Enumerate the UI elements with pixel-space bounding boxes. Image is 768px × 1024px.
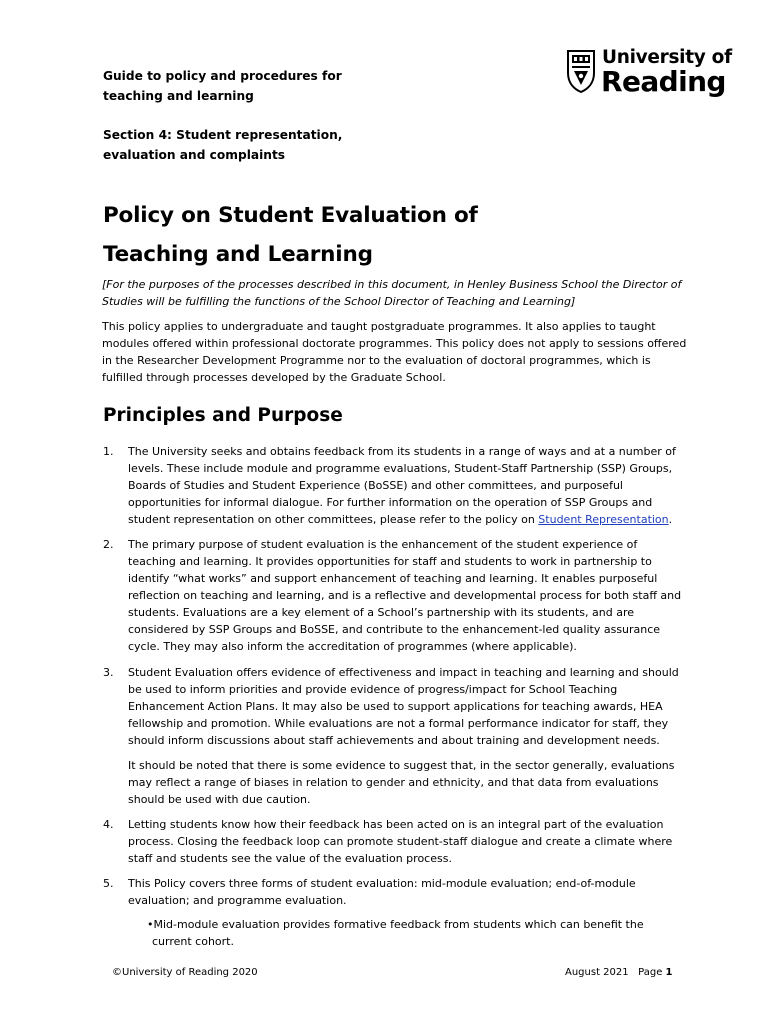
- bullet-line: •Mid-module evaluation provides formative feedback from students which can benefit the: [147, 918, 644, 931]
- student-representation-link[interactable]: Student Representation: [538, 513, 669, 526]
- footer-date: August 2021 Page: [565, 967, 666, 978]
- item-line: levels. These include module and programme evaluations, Student-Staff Partnership (SSP) Groups,: [128, 462, 673, 475]
- bullet-line: current cohort.: [152, 935, 234, 948]
- policy-title: [103, 196, 663, 274]
- bullet-mid-module: [147, 916, 727, 950]
- para-line: It should be noted that there is some evidence to suggest that, in the sector generally, evaluations: [128, 759, 675, 772]
- section-title-line-1: Section 4: Student representation,: [103, 128, 343, 142]
- intro-line: modules offered within professional doctorate programmes. This policy does not apply to sessions offered: [102, 337, 687, 350]
- item-number: 2.: [103, 538, 114, 551]
- item-line-prefix: student representation on other committees, please refer to the policy on: [128, 513, 539, 526]
- page-number: 1: [665, 967, 673, 978]
- item-line: cycle. They may also inform the accreditation of programmes (where applicable).: [128, 640, 577, 653]
- henley-note: [102, 276, 722, 310]
- item-line: teaching and learning. It provides opportunities for staff and students to work in partnership to: [128, 555, 652, 568]
- item-line: considered by SSP Groups and BoSSE, and contribute to the enhancement-led quality assurance: [128, 623, 661, 636]
- item-line: Boards of Studies and Student Experience (BoSSE) and other committees, and purposeful: [128, 479, 623, 492]
- item-line: students. Evaluations are a key element of a School’s partnership with its students, and are: [128, 606, 634, 619]
- note-line: [For the purposes of the processes described in this document, in Henley Business School the Director of: [102, 278, 682, 291]
- item-line: opportunities for informal dialogue. For further information on the operation of SSP Groups and: [128, 496, 653, 509]
- university-logo: [566, 47, 732, 99]
- section-heading: Principles and Purpose: [103, 405, 343, 426]
- section-header: [103, 125, 523, 165]
- item-line: should inform discussions about staff achievements and about training and development needs.: [128, 734, 660, 747]
- item-line: Student Evaluation offers evidence of effectiveness and impact in teaching and learning and should: [128, 666, 679, 679]
- item-line: identify “what works” and support enhancement of teaching and learning. It enables purposeful: [128, 572, 658, 585]
- item-number: 5.: [103, 877, 114, 890]
- item-number: 3.: [103, 666, 114, 679]
- item-line: process. Closing the feedback loop can promote student-staff dialogue and create a climate where: [128, 835, 673, 848]
- guide-title-line-2: teaching and learning: [103, 89, 254, 103]
- footer-copyright: ©University of Reading 2020: [112, 967, 258, 978]
- guide-header: [103, 66, 523, 106]
- item-line: This Policy covers three forms of student evaluation: mid-module evaluation; end-of-module: [128, 877, 636, 890]
- policy-title-line-2: Teaching and Learning: [103, 242, 373, 267]
- item-line: reflection on teaching and learning, and is a reflective and developmental process for both staff and: [128, 589, 682, 602]
- logo-text-reading: Reading: [601, 65, 726, 98]
- item-line: Enhancement Action Plans. It may also be used to support applications for teaching awards, HEA: [128, 700, 663, 713]
- para-line: may reflect a range of biases in relation to gender and ethnicity, and that data from evaluations: [128, 776, 659, 789]
- intro-line: in the Researcher Development Programme nor to the evaluation of doctoral programmes, which is: [102, 354, 651, 367]
- item-line: fellowship and promotion. While evaluations are not a formal performance indicator for staff, they: [128, 717, 669, 730]
- bias-caution-paragraph: [128, 757, 728, 808]
- item-line: Letting students know how their feedback has been acted on is an integral part of the evaluation: [128, 818, 664, 831]
- intro-line: fulfilled through processes developed by the Graduate School.: [102, 371, 446, 384]
- item-line: be used to inform priorities and provide evidence of progress/impact for School Teaching: [128, 683, 618, 696]
- item-line-suffix: .: [668, 513, 673, 526]
- item-line-with-link: [128, 511, 676, 528]
- guide-title-line-1: Guide to policy and procedures for: [103, 69, 342, 83]
- item-line: staff and students see the value of the evaluation process.: [128, 852, 452, 865]
- item-number: 4.: [103, 818, 114, 831]
- item-line: The University seeks and obtains feedback from its students in a range of ways and at a number of: [128, 445, 676, 458]
- policy-title-line-1: Policy on Student Evaluation of: [103, 203, 478, 228]
- intro-line: This policy applies to undergraduate and taught postgraduate programmes. It also applies to taught: [102, 320, 656, 333]
- footer-date-page: [565, 966, 673, 980]
- item-line: The primary purpose of student evaluation is the enhancement of the student experience of: [128, 538, 638, 551]
- item-number: 1.: [103, 445, 114, 458]
- section-title-line-2: evaluation and complaints: [103, 148, 286, 162]
- note-line: Studies will be fulfilling the functions of the School Director of Teaching and Learning]: [102, 295, 576, 308]
- crest-icon: [566, 49, 596, 93]
- logo-text-university-of: University of: [602, 47, 732, 68]
- scope-paragraph: [102, 318, 722, 386]
- para-line: should be used with due caution.: [128, 793, 311, 806]
- item-line: evaluation; and programme evaluation.: [128, 894, 347, 907]
